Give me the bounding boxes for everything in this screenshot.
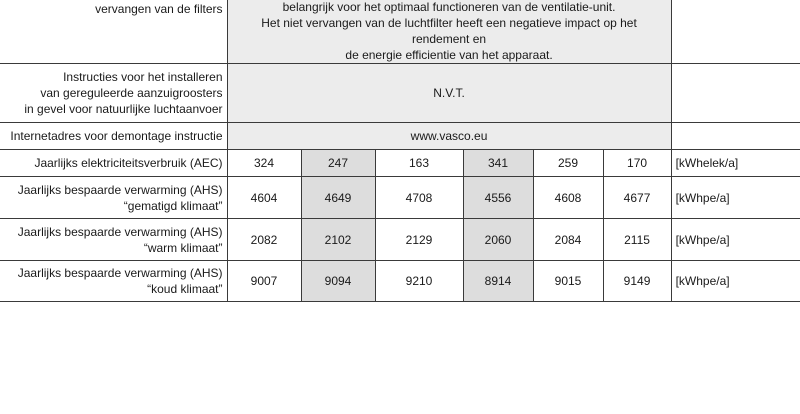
- aec-row: [0, 150, 800, 177]
- installation-row: [0, 64, 800, 123]
- ahs-warm-row: [0, 219, 800, 261]
- filters-description: belangrijk voor het optimaal functioneren van de ventilatie-unit. Het niet vervangen van de luchtfilter heeft een negatieve impact op het rendement en de energie efficientie van het apparaat.: [227, 0, 671, 64]
- value-cell: 9015: [533, 261, 603, 302]
- ahs-warm-label: Jaarlijks bespaarde verwarming (AHS) “warm klimaat”: [0, 219, 227, 261]
- value-cell: 4604: [227, 177, 301, 219]
- value-cell: 2084: [533, 219, 603, 261]
- value-cell: 9094: [301, 261, 375, 302]
- ahs-temperate-row: [0, 177, 800, 219]
- unit-label: [kWhpe/a]: [671, 177, 800, 219]
- filters-row: [0, 0, 800, 64]
- filters-label: vervangen van de filters: [0, 0, 227, 64]
- value-cell: 2060: [463, 219, 533, 261]
- value-cell: 170: [603, 150, 671, 177]
- internet-value[interactable]: www.vasco.eu: [227, 123, 671, 150]
- value-cell: 9007: [227, 261, 301, 302]
- ahs-cold-row: [0, 261, 800, 302]
- value-cell: 2115: [603, 219, 671, 261]
- ahs-cold-label: Jaarlijks bespaarde verwarming (AHS) “koud klimaat”: [0, 261, 227, 302]
- installation-value: N.V.T.: [227, 64, 671, 123]
- value-cell: 2129: [375, 219, 463, 261]
- value-cell: 341: [463, 150, 533, 177]
- value-cell: 247: [301, 150, 375, 177]
- value-cell: 8914: [463, 261, 533, 302]
- value-cell: 2102: [301, 219, 375, 261]
- installation-label: Instructies voor het installeren van gereguleerde aanzuigroosters in gevel voor natuurlijke luchtaanvoer: [0, 64, 227, 123]
- value-cell: 163: [375, 150, 463, 177]
- aec-label: Jaarlijks elektriciteitsverbruik (AEC): [0, 150, 227, 177]
- internet-label: Internetadres voor demontage instructie: [0, 123, 227, 150]
- value-cell: 4608: [533, 177, 603, 219]
- unit-label: [kWhpe/a]: [671, 219, 800, 261]
- ahs-temperate-label: Jaarlijks bespaarde verwarming (AHS) “gematigd klimaat”: [0, 177, 227, 219]
- value-cell: 4677: [603, 177, 671, 219]
- installation-unit: [671, 64, 800, 123]
- filters-unit: [671, 0, 800, 64]
- value-cell: 324: [227, 150, 301, 177]
- internet-row: [0, 123, 800, 150]
- unit-label: [kWhpe/a]: [671, 261, 800, 302]
- value-cell: 259: [533, 150, 603, 177]
- value-cell: 2082: [227, 219, 301, 261]
- value-cell: 9149: [603, 261, 671, 302]
- value-cell: 4708: [375, 177, 463, 219]
- unit-label: [kWhelek/a]: [671, 150, 800, 177]
- value-cell: 4649: [301, 177, 375, 219]
- value-cell: 9210: [375, 261, 463, 302]
- internet-unit: [671, 123, 800, 150]
- value-cell: 4556: [463, 177, 533, 219]
